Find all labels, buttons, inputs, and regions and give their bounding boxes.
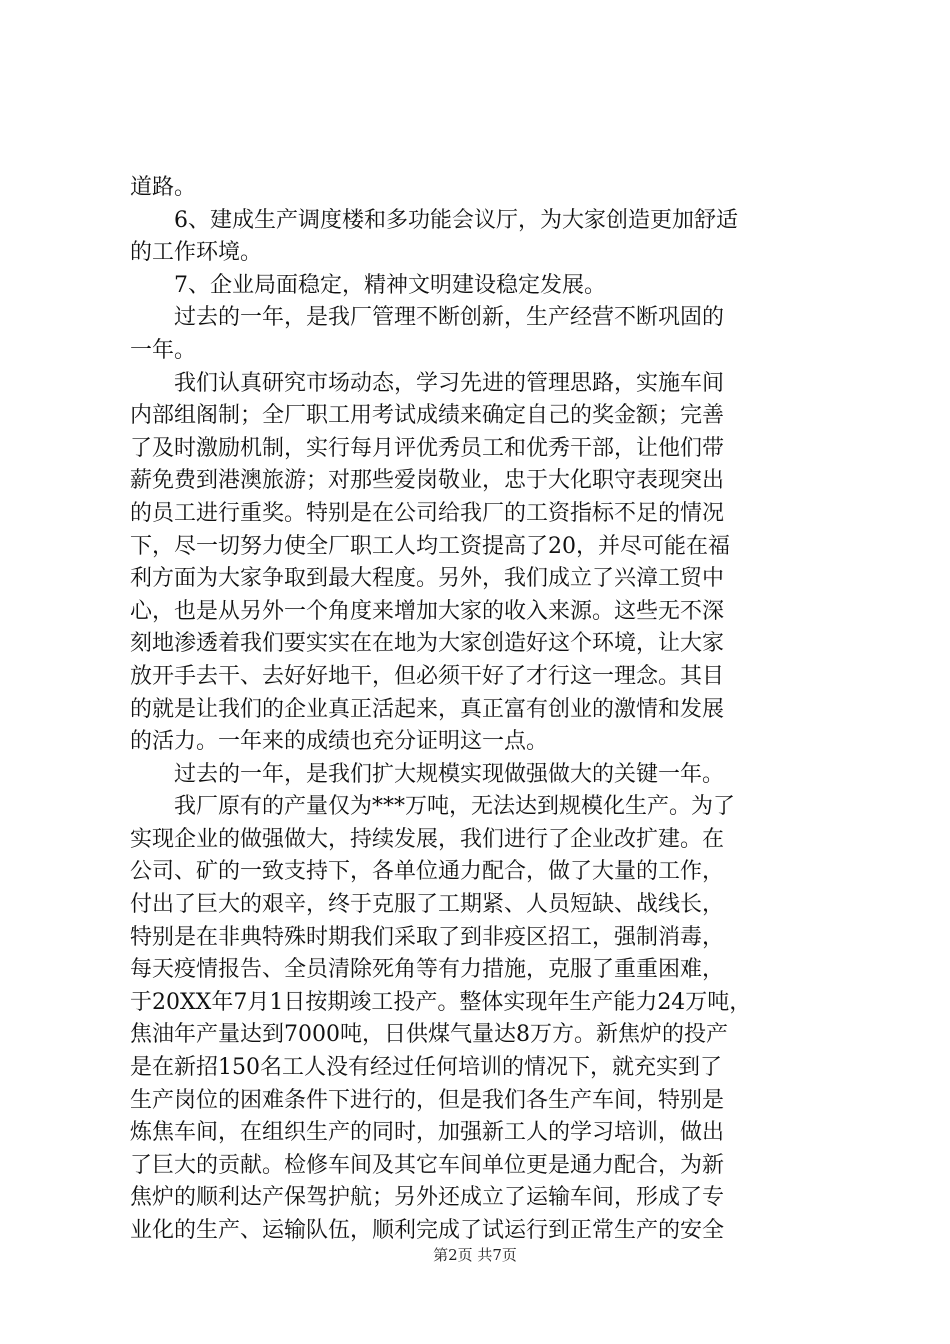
text-line: 过去的一年，是我们扩大规模实现做强做大的关键一年。: [174, 761, 725, 787]
text-line: 我厂原有的产量仅为***万吨，无法达到规模化生产。为了: [174, 794, 736, 820]
text-line: 我们认真研究市场动态，学习先进的管理思路，实施车间: [174, 370, 725, 396]
text-line: 特别是在非典特殊时期我们采取了到非疫区招工，强制消毒，: [130, 924, 725, 950]
text-line: 焦油年产量达到7000吨，日供煤气量达8万方。新焦炉的投产: [130, 1022, 728, 1048]
text-line: 道路。: [130, 175, 197, 200]
text-line: 炼焦车间，在组织生产的同时，加强新工人的学习培训，做出: [130, 1120, 725, 1146]
text-line: 的就是让我们的企业真正活起来，真正富有创业的激情和发展: [130, 696, 725, 722]
text-line: 的活力。一年来的成绩也充分证明这一点。: [130, 729, 549, 755]
text-line: 于20XX年7月1日按期竣工投产。整体实现年生产能力24万吨，: [130, 989, 752, 1015]
text-line: 放开手去干、去好好地干，但必须干好了才行这一理念。其目: [130, 663, 725, 689]
page-footer: 第2页 共7页: [433, 1246, 517, 1264]
text-line: 内部组阁制；全厂职工用考试成绩来确定自己的奖金额；完善: [130, 403, 725, 429]
text-line: 了巨大的贡献。检修车间及其它车间单位更是通力配合，为新: [130, 1152, 725, 1178]
text-line: 是在新招150名工人没有经过任何培训的情况下，就充实到了: [130, 1055, 722, 1081]
document-body: [130, 172, 835, 1248]
text-line: 的工作环境。: [130, 240, 263, 266]
text-line: 了及时激励机制，实行每月评优秀员工和优秀干部，让他们带: [130, 435, 725, 461]
text-line: 业化的生产、运输队伍，顺利完成了试运行到正常生产的安全: [130, 1218, 725, 1243]
text-line: 实现企业的做强做大，持续发展，我们进行了企业改扩建。在: [130, 826, 725, 852]
text-line: 薪免费到港澳旅游；对那些爱岗敬业，忠于大化职守表现突出: [130, 468, 725, 494]
text-line: 下，尽一切努力使全厂职工人均工资提高了20，并尽可能在福: [130, 533, 730, 559]
text-line: 6、建成生产调度楼和多功能会议厅，为大家创造更加舒适: [174, 207, 738, 233]
text-line: 生产岗位的困难条件下进行的，但是我们各生产车间，特别是: [130, 1087, 725, 1113]
text-line: 过去的一年，是我厂管理不断创新，生产经营不断巩固的: [174, 305, 725, 331]
text-line: 一年。: [130, 337, 197, 363]
text-line: 7、企业局面稳定，精神文明建设稳定发展。: [174, 272, 606, 298]
text-line: 焦炉的顺利达产保驾护航；另外还成立了运输车间，形成了专: [130, 1185, 725, 1211]
text-line: 利方面为大家争取到最大程度。另外，我们成立了兴漳工贸中: [130, 566, 725, 592]
text-line: 的员工进行重奖。特别是在公司给我厂的工资指标不足的情况: [130, 500, 725, 526]
text-line: 每天疫情报告、全员清除死角等有力措施，克服了重重困难，: [130, 957, 725, 983]
text-line: 心，也是从另外一个角度来增加大家的收入来源。这些无不深: [130, 598, 725, 624]
text-line: 付出了巨大的艰辛，终于克服了工期紧、人员短缺、战线长，: [130, 892, 725, 918]
text-line: 公司、矿的一致支持下，各单位通力配合，做了大量的工作，: [130, 859, 725, 885]
text-line: 刻地渗透着我们要实实在在地为大家创造好这个环境，让大家: [130, 631, 725, 657]
